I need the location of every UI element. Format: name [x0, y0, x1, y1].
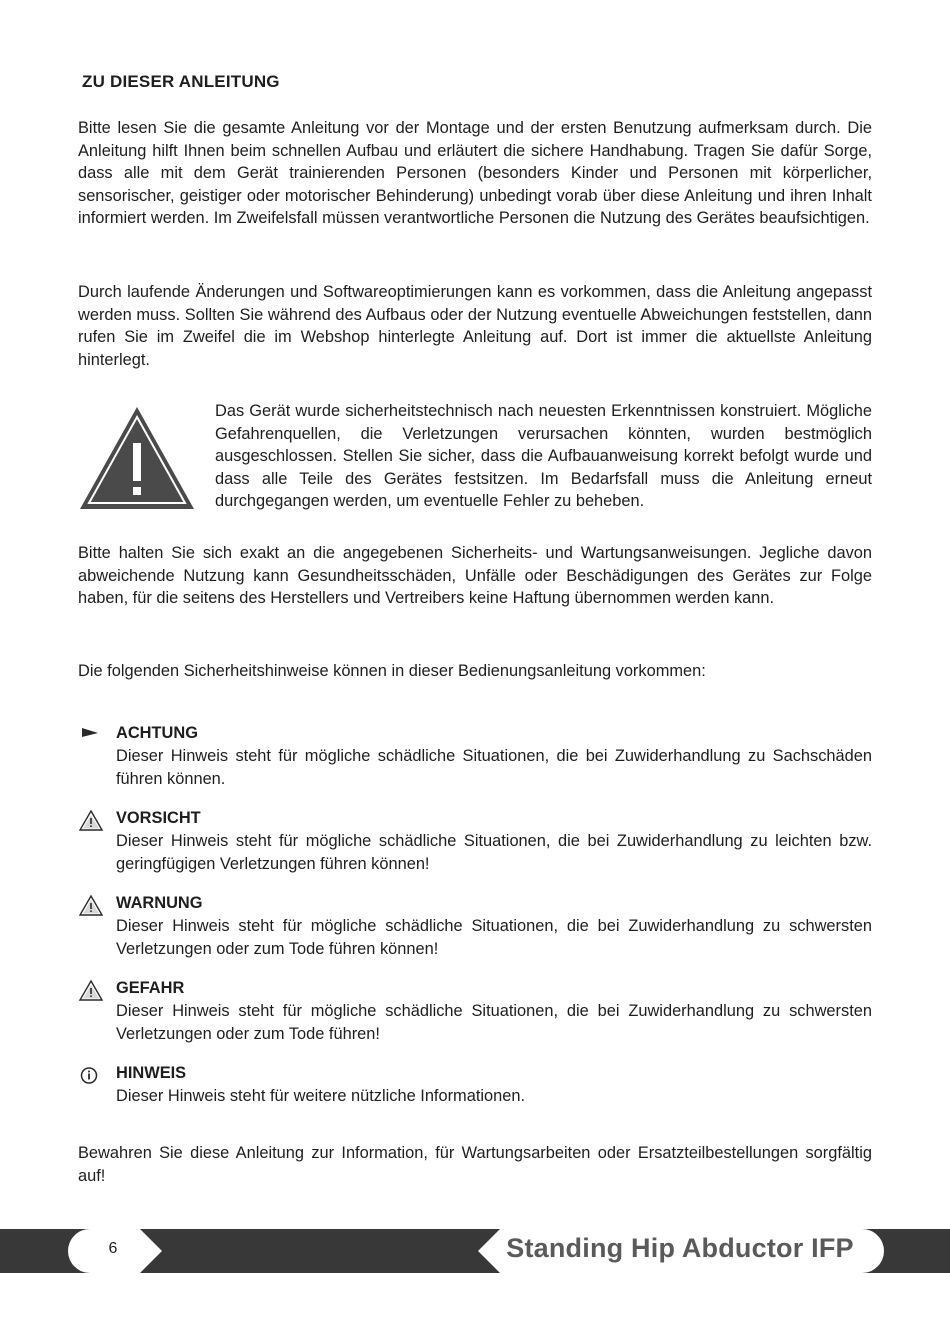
notice-text: Dieser Hinweis steht für mögliche schädliche Situationen, die bei Zuwiderhandlung zu schwersten Verletzungen oder zum Tode führen können! [116, 917, 872, 958]
notice-title: ACHTUNG [116, 724, 198, 742]
warning-triangle-icon [78, 809, 104, 831]
notice-title: VORSICHT [116, 809, 201, 827]
instructions-paragraph: Bitte halten Sie sich exakt an die angegebenen Sicherheits- und Wartungsanweisungen. Jegliche davon abweichende Nutzung kann Gesundheitsschäden, Unfälle oder Beschädigungen des Gerätes zur Folge haben, für die seitens des Herstellers und Vertreibers keine Haftung übernommen werden kann. [78, 544, 872, 608]
page-number: 6 [108, 1240, 118, 1257]
notice-title: WARNUNG [116, 894, 203, 912]
warning-triangle-icon [78, 405, 196, 511]
notice-title: GEFAHR [116, 979, 185, 997]
info-icon [78, 1064, 104, 1086]
updates-paragraph: Durch laufende Änderungen und Softwareoptimierungen kann es vorkommen, dass die Anleitung angepasst werden muss. Sollten Sie während des Aufbaus oder der Nutzung eventuelle Abweichungen feststellen, dann rufen Sie im Zweifel die im Webshop hinterlegte Anleitung auf. Dort ist immer die aktuellste Anleitung hinterlegt. [78, 283, 872, 369]
warning-triangle-icon [78, 894, 104, 916]
notice-text: Dieser Hinweis steht für mögliche schädliche Situationen, die bei Zuwiderhandlung zu Sachschäden führen können. [116, 747, 872, 788]
warning-triangle-icon [78, 979, 104, 1001]
notice-text: Dieser Hinweis steht für mögliche schädliche Situationen, die bei Zuwiderhandlung zu schwersten Verletzungen oder zum Tode führen! [116, 1002, 872, 1043]
intro-paragraph: Bitte lesen Sie die gesamte Anleitung vor der Montage und der ersten Benutzung aufmerksam durch. Die Anleitung hilft Ihnen beim schnellen Aufbau und erläutert die sichere Handhabung. Tragen Sie dafür Sorge, dass alle mit dem Gerät trainierenden Personen (besonders Kinder und Personen mit körperlicher, sensorischer, geistiger oder motorischer Behinderung) unbedingt vorab über diese Anleitung und ihren Inhalt informiert werden. Im Zweifelsfall müssen verantwortliche Personen die Nutzung des Gerätes beaufsichtigen. [78, 119, 872, 228]
product-title: Standing Hip Abductor IFP [506, 1233, 854, 1263]
keep-manual-paragraph: Bewahren Sie diese Anleitung zur Information, für Wartungsarbeiten oder Ersatzteilbestellungen sorgfältig auf! [78, 1144, 872, 1185]
flag-arrow-icon [78, 724, 104, 746]
section-heading: ZU DIESER ANLEITUNG [82, 72, 280, 91]
safety-paragraph: Das Gerät wurde sicherheitstechnisch nach neuesten Erkenntnissen konstruiert. Mögliche Gefahrenquellen, die Verletzungen verursachen könnten, wurden bestmöglich ausgeschlossen. Stellen Sie sicher, dass die Aufbauanweisung korrekt befolgt wurde und dass alle Teile des Gerätes festsitzen. Im Bedarfsfall muss die Anleitung erneut durchgegangen werden, um eventuelle Fehler zu beheben. [215, 402, 872, 511]
notice-text: Dieser Hinweis steht für weitere nützliche Informationen. [116, 1087, 526, 1105]
notice-title: HINWEIS [116, 1064, 187, 1082]
notices-intro: Die folgenden Sicherheitshinweise können in dieser Bedienungsanleitung vorkommen: [78, 662, 706, 680]
notice-text: Dieser Hinweis steht für mögliche schädliche Situationen, die bei Zuwiderhandlung zu leichten bzw. geringfügigen Verletzungen führen können! [116, 832, 872, 873]
